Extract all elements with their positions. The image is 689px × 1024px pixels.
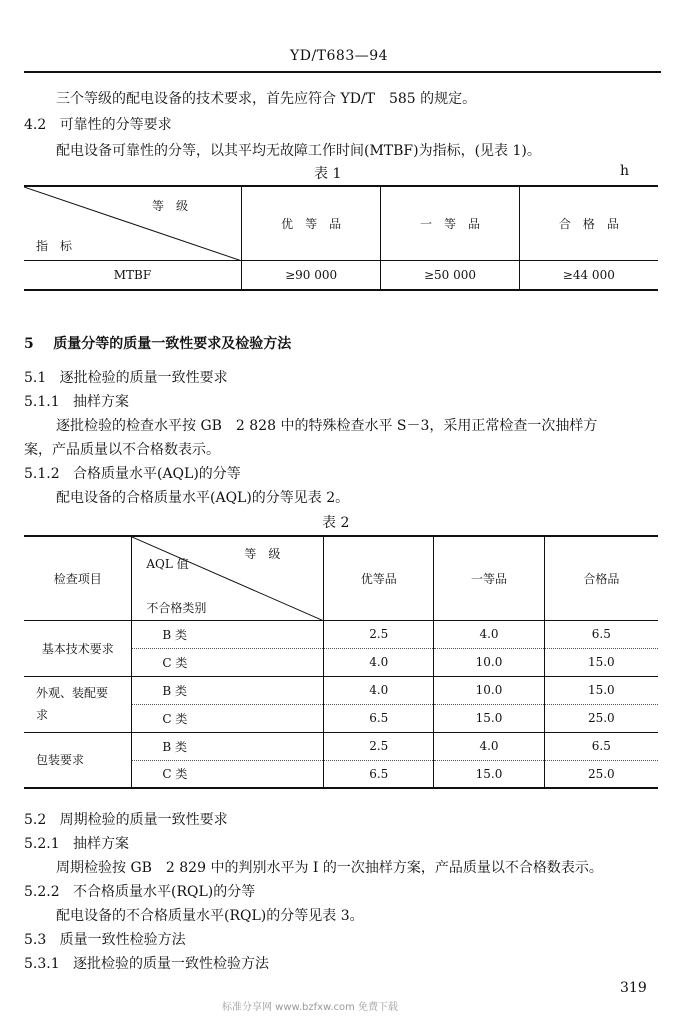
header-rule: [24, 71, 661, 73]
section-number: 5.3.1: [24, 956, 60, 972]
table2-value-cell: 4.0: [434, 620, 544, 648]
section-5-1-heading: [24, 368, 228, 388]
section-number: 4.2: [24, 117, 47, 133]
table2-value-cell: 25.0: [587, 766, 615, 781]
table2-value-cell: 10.0: [434, 648, 544, 676]
table2-corner-aql: AQL 值: [146, 557, 189, 571]
table2-value-cell: 6.5: [324, 704, 434, 732]
table2-class-cell: B 类: [132, 620, 324, 648]
section-title: 可靠性的分等要求: [59, 117, 172, 133]
section-5-1-1-paragraph-line1: 逐批检验的检查水平按 GB 2 828 中的特殊检查水平 S－3，采用正常检查一次抽样方: [56, 418, 598, 434]
table2-value-cell: 6.5: [544, 732, 658, 760]
section-4-2-heading: [24, 115, 172, 135]
section-title: 逐批检验的质量一致性要求: [59, 370, 228, 386]
watermark: 标准分享网 www.bzfxw.com 免费下载: [222, 1002, 398, 1013]
table2-item-cell: [24, 732, 132, 788]
table1-grade-header: 一 等 品: [381, 186, 519, 260]
table2-value-cell: 2.5: [324, 620, 434, 648]
section-5-2-2-heading: [24, 882, 255, 902]
section-title: 周期检验的质量一致性要求: [59, 812, 228, 828]
section-title: 合格质量水平(AQL)的分等: [72, 466, 241, 482]
table1: [24, 185, 658, 291]
section-5-2-heading: [24, 810, 228, 830]
section-number: 5.1.2: [24, 466, 60, 482]
table2-class-cell: B 类: [132, 676, 324, 704]
section-4-2-paragraph: 配电设备可靠性的分等，以其平均无故障工作时间(MTBF)为指标，(见表 1)。: [56, 143, 541, 159]
section-5-2-1-paragraph: 周期检验按 GB 2 829 中的判别水平为 I 的一次抽样方案，产品质量以不合格数表示。: [56, 860, 603, 876]
section-number: 5.2.1: [24, 836, 60, 852]
table1-grade-header: 合 格 品: [519, 186, 658, 260]
table2-value-cell: 15.0: [544, 676, 658, 704]
table2-item-label: 包装要求: [36, 753, 85, 768]
section-title: 质量一致性检验方法: [59, 932, 186, 948]
table2-class-cell: B 类: [132, 732, 324, 760]
table2-item-label-cont: 求: [36, 708, 49, 722]
section-title: 抽样方案: [72, 836, 129, 852]
table1-grade-header: 优 等 品: [241, 186, 380, 260]
table2-grade-header: 合格品: [544, 536, 658, 620]
section-title: 质量分等的质量一致性要求及检验方法: [53, 336, 292, 352]
table2-value-cell: 10.0: [434, 676, 544, 704]
table2: [24, 535, 658, 789]
table2-item-label: 基本技术要求: [41, 641, 114, 656]
section-number: 5.1: [24, 370, 47, 386]
table2-item-cell: [24, 620, 132, 676]
table2-value-cell: 15.0: [434, 760, 544, 788]
section-5-1-2-heading: [24, 464, 241, 484]
table1-unit: h: [620, 163, 630, 179]
table1-value-cell: ≥44 000: [562, 267, 615, 282]
table1-caption: 表 1: [314, 166, 342, 182]
section-title: 不合格质量水平(RQL)的分等: [72, 884, 256, 900]
table2-value-cell: 15.0: [434, 704, 544, 732]
table2-item-label: 外观、装配要: [36, 686, 109, 700]
section-number: 5: [24, 336, 34, 352]
document-code: YD/T683—94: [290, 48, 389, 64]
section-number: 5.1.1: [24, 394, 60, 410]
table1-corner-grade: 等 级: [152, 199, 189, 213]
table1-corner-indicator: 指 标: [36, 239, 73, 253]
table1-value-cell: ≥50 000: [381, 260, 519, 290]
section-5-3-1-heading: [24, 954, 269, 974]
section-title: 逐批检验的质量一致性检验方法: [72, 956, 269, 972]
table2-value-cell: 4.0: [324, 676, 434, 704]
table2-class-cell: C 类: [132, 704, 324, 732]
section-number: 5.2: [24, 812, 47, 828]
table2-class-cell: C 类: [132, 760, 324, 788]
page-number: 319: [620, 980, 647, 996]
intro-line: 三个等级的配电设备的技术要求，首先应符合 YD/T 585 的规定。: [56, 91, 477, 107]
table2-value-cell: 4.0: [434, 732, 544, 760]
table1-indicator-cell: MTBF: [24, 260, 241, 290]
section-5-1-2-paragraph: 配电设备的合格质量水平(AQL)的分等见表 2。: [56, 490, 350, 506]
table1-value-cell: ≥90 000: [241, 260, 380, 290]
table2-value-cell: 2.5: [324, 732, 434, 760]
table2-value-cell: 6.5: [324, 760, 434, 788]
section-5-3-heading: [24, 930, 186, 950]
table2-item-header: 检查项目: [24, 536, 132, 620]
table2-value-cell: 15.0: [544, 648, 658, 676]
table2-class-cell: C 类: [132, 648, 324, 676]
section-5-1-1-heading: [24, 392, 129, 412]
table2-caption: 表 2: [322, 515, 350, 531]
section-title: 抽样方案: [72, 394, 129, 410]
section-5-1-1-paragraph-line2: 案，产品质量以不合格数表示。: [24, 442, 220, 458]
table2-corner-class: 不合格类别: [146, 601, 207, 615]
table2-grade-header: 一等品: [434, 536, 544, 620]
table2-value-cell: 6.5: [544, 620, 658, 648]
table2-item-cell: [24, 676, 132, 732]
table2-corner-cell: [132, 536, 324, 620]
section-number: 5.2.2: [24, 884, 60, 900]
section-number: 5.3: [24, 932, 47, 948]
table2-value-cell: 4.0: [324, 648, 434, 676]
section-5-heading: [24, 333, 291, 353]
table1-corner-cell: [24, 186, 241, 260]
table2-corner-grade: 等 级: [244, 547, 281, 561]
section-5-2-2-paragraph: 配电设备的不合格质量水平(RQL)的分等见表 3。: [56, 908, 364, 924]
table2-value-cell: 25.0: [544, 704, 658, 732]
table2-grade-header: 优等品: [324, 536, 434, 620]
section-5-2-1-heading: [24, 834, 129, 854]
